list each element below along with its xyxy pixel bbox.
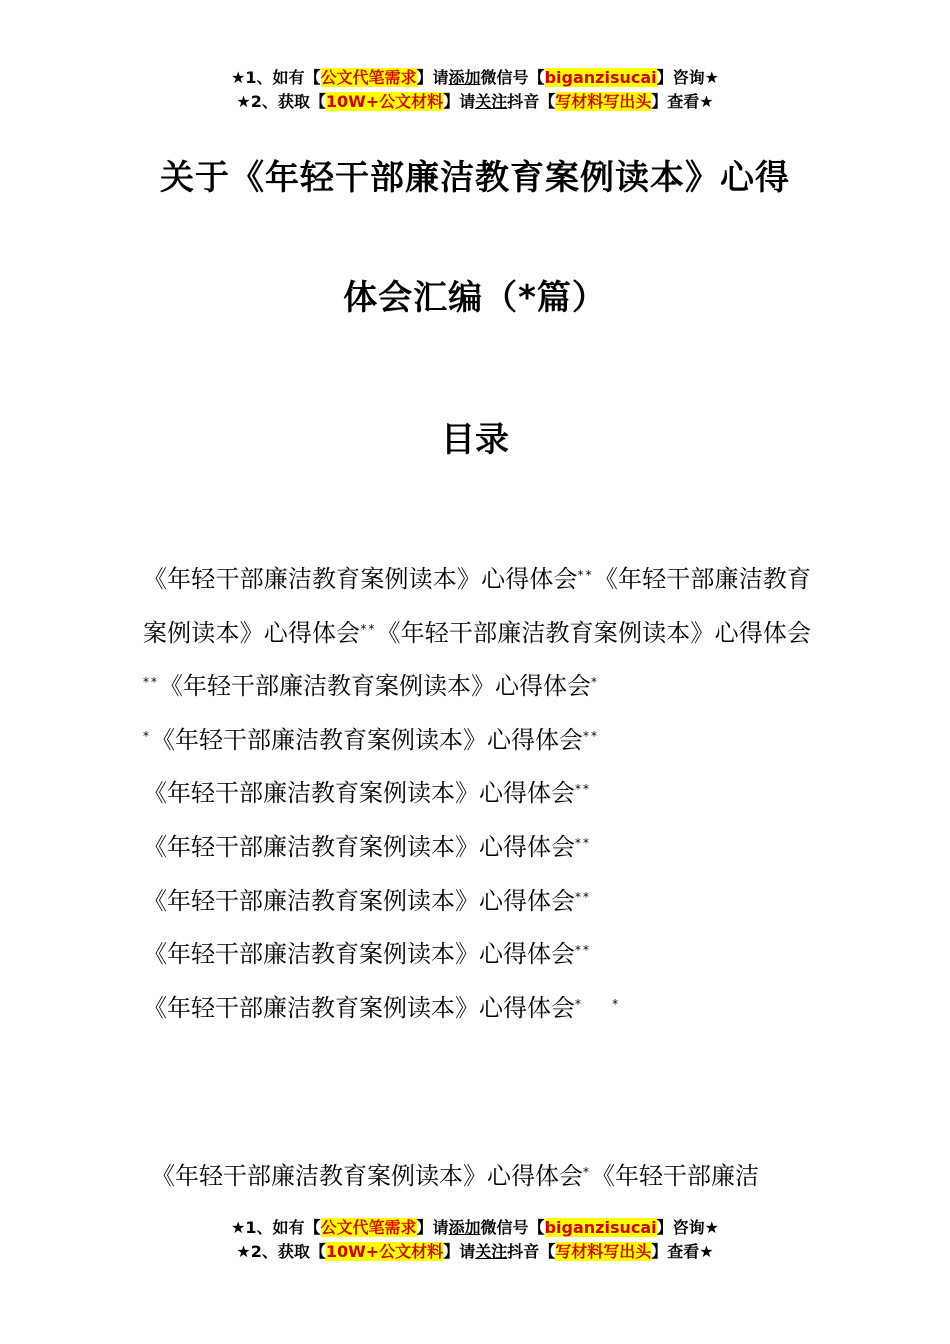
banner-line-1 [0, 1216, 950, 1240]
banner-underlined-text: 关注 [475, 92, 508, 111]
banner-text: 抖音【 [507, 92, 556, 111]
toc-item[interactable]: 《年轻干部廉洁教育案例读本》心得体会** [143, 618, 812, 690]
banner-underlined-text: 关注 [475, 1242, 508, 1261]
toc-item[interactable]: 《年轻干部廉洁教育案例读本》心得体会** [143, 832, 591, 861]
banner-text: 】查看★ [651, 92, 714, 111]
toc-item[interactable]: *《年轻干部廉洁教育案例读本》心得体会** [143, 725, 599, 754]
banner-text: ★1、如有【 [231, 68, 321, 87]
banner-line-2 [0, 90, 950, 114]
footer-banner [0, 1216, 950, 1264]
toc-list [143, 551, 811, 1033]
banner-text: ★2、获取【 [236, 92, 326, 111]
highlight-douyin: 写材料写出头 [555, 1242, 652, 1261]
banner-underlined-text: 添加 [448, 1218, 481, 1237]
toc-item[interactable]: 《年轻干部廉洁教育案例读本》心得体会** [143, 779, 591, 808]
document-title-line-2: 体会汇编（*篇） [343, 278, 607, 318]
banner-underlined-text: 添加 [448, 68, 481, 87]
highlight-wechat-id: biganzisucai [544, 68, 657, 87]
highlight-service: 公文代笔需求 [320, 68, 417, 87]
banner-text: 】请 [443, 1242, 476, 1261]
banner-text: 】请 [416, 1218, 449, 1237]
highlight-douyin: 写材料写出头 [555, 92, 652, 111]
toc-item[interactable]: 《年轻干部廉洁教育案例读本》心得体会* [159, 672, 599, 701]
toc-item[interactable]: 《年轻干部廉洁教育案例读本》心得体会** [143, 565, 594, 593]
highlight-service: 公文代笔需求 [320, 1218, 417, 1237]
header-banner [0, 66, 950, 114]
highlight-wechat-id: biganzisucai [544, 1218, 657, 1237]
highlight-materials: 10W+公文材料 [325, 92, 444, 111]
banner-line-1 [0, 66, 950, 90]
banner-text: 】咨询★ [656, 1218, 719, 1237]
banner-text: 】请 [443, 92, 476, 111]
banner-text: 抖音【 [507, 1242, 556, 1261]
banner-text: 】咨询★ [656, 68, 719, 87]
banner-text: 微信号【 [480, 1218, 545, 1237]
banner-text: 微信号【 [480, 68, 545, 87]
banner-text: ★2、获取【 [236, 1242, 326, 1261]
banner-line-2 [0, 1240, 950, 1264]
banner-text: 】请 [416, 68, 449, 87]
toc-heading: 目录 [441, 420, 509, 460]
body-paragraph: 《年轻干部廉洁教育案例读本》心得体会*《年轻干部廉洁 [151, 1162, 759, 1190]
toc-item[interactable]: 《年轻干部廉洁教育案例读本》心得体会* * [143, 993, 621, 1022]
banner-text: 】查看★ [651, 1242, 714, 1261]
highlight-materials: 10W+公文材料 [325, 1242, 444, 1261]
toc-item[interactable]: 《年轻干部廉洁教育案例读本》心得体会** [143, 565, 812, 647]
toc-item[interactable]: 《年轻干部廉洁教育案例读本》心得体会** [143, 940, 591, 969]
toc-item[interactable]: 《年轻干部廉洁教育案例读本》心得体会** [143, 886, 591, 915]
document-title-line-1: 关于《年轻干部廉洁教育案例读本》心得 [160, 158, 790, 198]
banner-text: ★1、如有【 [231, 1218, 321, 1237]
